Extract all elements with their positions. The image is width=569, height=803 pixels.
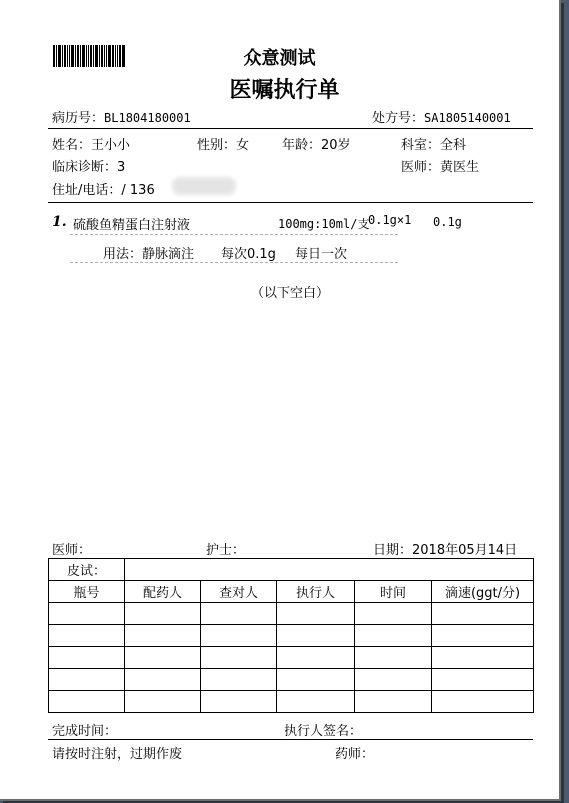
divider-footer bbox=[48, 739, 533, 740]
col-bottle: 瓶号 bbox=[49, 581, 125, 603]
table-cell[interactable] bbox=[201, 669, 277, 691]
table-row bbox=[49, 625, 534, 647]
col-dispenser: 配药人 bbox=[125, 581, 201, 603]
patient-name bbox=[52, 134, 130, 153]
table-row bbox=[49, 669, 534, 691]
order-spec: 100mg:10ml/支 bbox=[278, 217, 370, 231]
table-cell[interactable] bbox=[201, 691, 277, 713]
sign-date-value: 2018年05月14日 bbox=[412, 543, 518, 558]
table-cell[interactable] bbox=[125, 647, 201, 669]
rx-no-value: SA1805140001 bbox=[424, 111, 511, 125]
table-cell[interactable] bbox=[355, 691, 432, 713]
blank-note: （以下空白） bbox=[250, 286, 329, 301]
execution-table bbox=[48, 558, 534, 713]
table-row bbox=[49, 691, 534, 713]
patient-doctor-value: 黄医生 bbox=[440, 160, 480, 175]
table-cell[interactable] bbox=[432, 603, 534, 625]
patient-gender-value: 女 bbox=[236, 138, 250, 153]
order-index: 1. bbox=[52, 214, 67, 230]
executor-sign-label: 执行人签名： bbox=[284, 724, 363, 739]
table-cell[interactable] bbox=[277, 603, 355, 625]
divider-patient bbox=[48, 202, 533, 203]
order-usage-label: 用法： bbox=[103, 247, 143, 262]
patient-age-value: 20岁 bbox=[321, 138, 351, 153]
order-dose: 0.1g bbox=[433, 215, 462, 229]
table-cell[interactable] bbox=[201, 603, 277, 625]
patient-diagnosis-label: 临床诊断： bbox=[52, 160, 118, 175]
table-cell[interactable] bbox=[432, 625, 534, 647]
patient-name-value: 王小小 bbox=[91, 138, 131, 153]
table-cell[interactable] bbox=[125, 625, 201, 647]
footer-note: 请按时注射，过期作废 bbox=[52, 747, 183, 762]
table-cell[interactable] bbox=[355, 603, 432, 625]
record-no-label: 病历号： bbox=[52, 111, 105, 126]
patient-diagnosis bbox=[52, 156, 125, 175]
patient-gender-label: 性别： bbox=[197, 138, 237, 153]
table-row bbox=[49, 603, 534, 625]
col-executor: 执行人 bbox=[277, 581, 355, 603]
table-cell[interactable] bbox=[355, 625, 432, 647]
table-cell[interactable] bbox=[201, 647, 277, 669]
table-cell[interactable] bbox=[277, 669, 355, 691]
table-cell[interactable] bbox=[125, 691, 201, 713]
page-title: 医嘱执行单 bbox=[229, 77, 340, 103]
table-cell[interactable] bbox=[125, 669, 201, 691]
table-cell[interactable] bbox=[125, 603, 201, 625]
table-cell[interactable] bbox=[49, 647, 125, 669]
patient-address bbox=[52, 179, 155, 198]
skin-test-label: 皮试： bbox=[49, 559, 125, 581]
order-usage bbox=[103, 243, 194, 262]
patient-name-label: 姓名： bbox=[52, 138, 92, 153]
table-cell[interactable] bbox=[49, 691, 125, 713]
col-drip-rate: 滴速(ggt/分) bbox=[432, 581, 534, 603]
order-dash-2 bbox=[70, 262, 398, 263]
table-cell[interactable] bbox=[432, 691, 534, 713]
patient-gender bbox=[197, 134, 249, 153]
order-per-dose: 每次0.1g bbox=[221, 247, 276, 262]
divider-top bbox=[48, 128, 533, 129]
org-name: 众意测试 bbox=[243, 48, 316, 69]
redacted-phone bbox=[172, 177, 236, 195]
rx-no-label: 处方号： bbox=[372, 111, 425, 126]
complete-time-label: 完成时间： bbox=[52, 724, 118, 739]
patient-doctor bbox=[401, 156, 479, 175]
col-checker: 查对人 bbox=[201, 581, 277, 603]
sign-date bbox=[373, 539, 517, 558]
table-cell[interactable] bbox=[432, 647, 534, 669]
rx-no bbox=[372, 107, 511, 126]
table-cell[interactable] bbox=[355, 669, 432, 691]
patient-diagnosis-value: 3 bbox=[117, 160, 126, 175]
record-no bbox=[52, 107, 191, 126]
sign-doctor: 医师： bbox=[52, 543, 92, 558]
order-frequency: 每日一次 bbox=[295, 247, 348, 262]
patient-dept-value: 全科 bbox=[440, 138, 467, 153]
table-row bbox=[49, 647, 534, 669]
order-usage-value: 静脉滴注 bbox=[142, 247, 195, 262]
patient-age bbox=[282, 134, 351, 153]
table-cell[interactable] bbox=[49, 625, 125, 647]
record-no-value: BL1804180001 bbox=[104, 111, 191, 125]
table-cell[interactable] bbox=[432, 669, 534, 691]
col-time: 时间 bbox=[355, 581, 432, 603]
table-cell[interactable] bbox=[277, 647, 355, 669]
sign-date-label: 日期： bbox=[373, 543, 413, 558]
table-cell[interactable] bbox=[355, 647, 432, 669]
patient-age-label: 年龄： bbox=[282, 138, 322, 153]
table-cell[interactable] bbox=[49, 603, 125, 625]
table-cell[interactable] bbox=[277, 691, 355, 713]
patient-address-label: 住址/电话： bbox=[52, 183, 122, 198]
skin-test-row bbox=[49, 559, 534, 581]
table-cell[interactable] bbox=[201, 625, 277, 647]
pharmacist-label: 药师： bbox=[335, 747, 375, 762]
order-dash-1 bbox=[70, 234, 398, 235]
sign-nurse: 护士： bbox=[206, 543, 246, 558]
patient-address-value: / 136 bbox=[121, 183, 155, 198]
patient-doctor-label: 医师： bbox=[401, 160, 441, 175]
patient-dept bbox=[401, 134, 466, 153]
table-cell[interactable] bbox=[277, 625, 355, 647]
table-cell[interactable] bbox=[49, 669, 125, 691]
patient-dept-label: 科室： bbox=[401, 138, 441, 153]
table-header bbox=[49, 581, 534, 603]
order-drug: 硫酸鱼精蛋白注射液 bbox=[73, 218, 191, 233]
skin-test-value[interactable] bbox=[125, 559, 534, 581]
order-qty: 0.1g×1 bbox=[368, 213, 412, 227]
